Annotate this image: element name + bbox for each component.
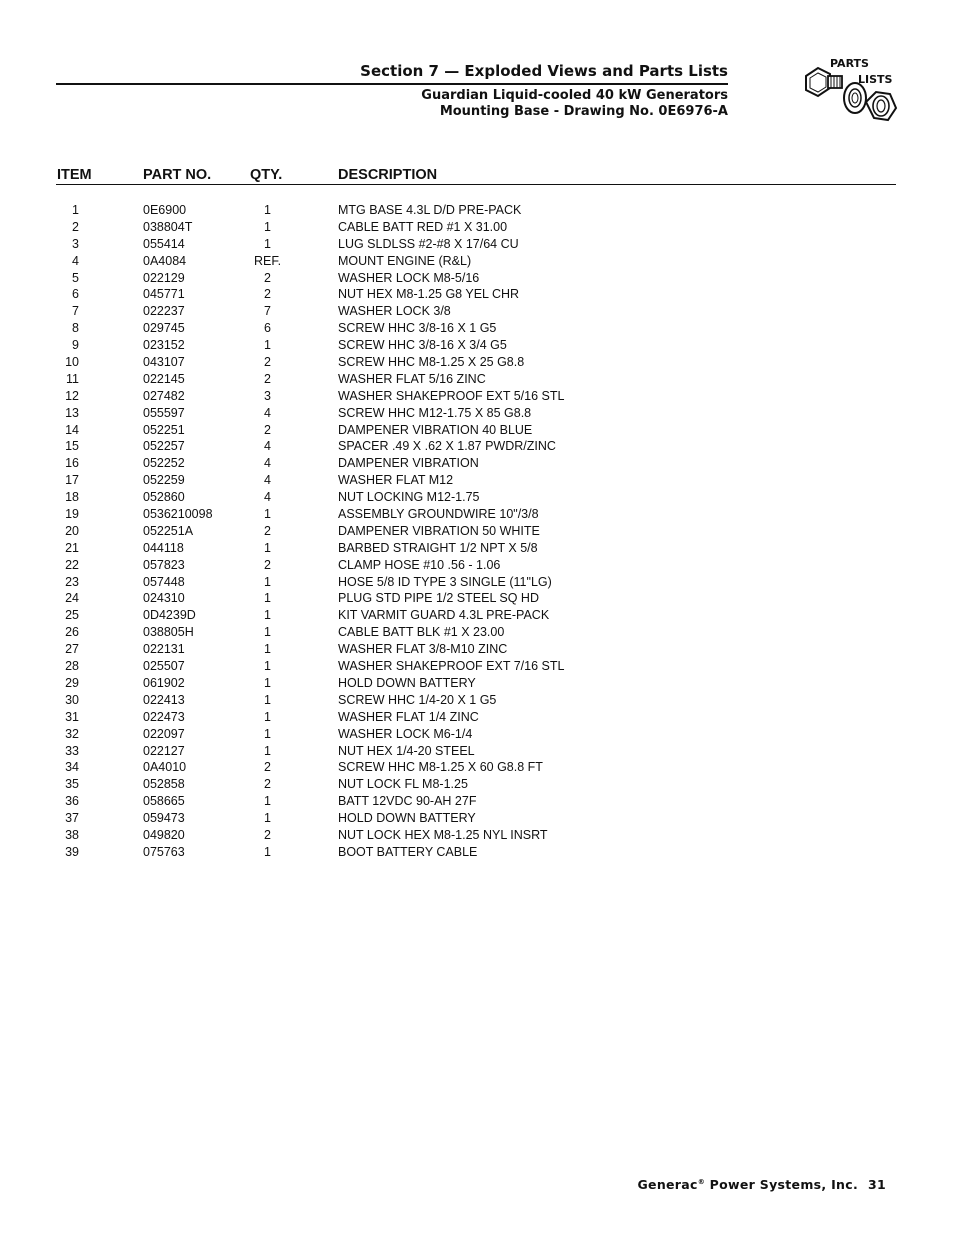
item-cell: 33 [65,743,79,758]
part-no-cell: 045771 [143,287,185,302]
part-no-cell: 052251 [143,422,185,437]
table-row [0,438,954,455]
qty-cell: 1 [264,591,271,606]
table-row [0,590,954,607]
description-cell: LUG SLDLSS #2-#8 X 17/64 CU [338,236,519,251]
table-row [0,844,954,861]
item-cell: 32 [65,726,79,741]
part-no-cell: 038804T [143,219,193,234]
item-cell: 11 [66,371,79,386]
part-no-cell: 022473 [143,709,185,724]
qty-cell: 1 [264,743,271,758]
description-cell: PLUG STD PIPE 1/2 STEEL SQ HD [338,591,539,606]
item-cell: 38 [65,827,79,842]
part-no-cell: 052252 [143,456,185,471]
description-cell: HOLD DOWN BATTERY [338,675,476,690]
qty-cell: 2 [264,523,271,538]
qty-cell: 4 [264,490,271,505]
item-cell: 26 [65,625,79,640]
qty-cell: 1 [264,507,271,522]
registered-mark: ® [697,1177,706,1186]
part-no-cell: 049820 [143,827,185,842]
table-row [0,219,954,236]
table-row [0,692,954,709]
description-cell: DAMPENER VIBRATION 50 WHITE [338,523,540,538]
part-no-cell: 0536210098 [143,507,213,522]
part-no-cell: 022237 [143,304,185,319]
header-rule [56,83,728,85]
qty-cell: 1 [264,794,271,809]
footer-company: Generac [637,1177,698,1192]
item-cell: 39 [65,844,79,859]
description-cell: BATT 12VDC 90-AH 27F [338,794,477,809]
table-row [0,827,954,844]
part-no-cell: 022131 [143,642,185,657]
description-cell: DAMPENER VIBRATION [338,456,479,471]
part-no-cell: 055414 [143,236,185,251]
item-cell: 3 [72,236,79,251]
description-cell: MOUNT ENGINE (R&L) [338,253,472,268]
table-row [0,489,954,506]
part-no-cell: 059473 [143,811,185,826]
table-row [0,776,954,793]
qty-cell: 1 [264,540,271,555]
description-cell: SCREW HHC M8-1.25 X 25 G8.8 [338,355,525,370]
part-no-cell: 0D4239D [143,608,196,623]
description-cell: NUT LOCKING M12-1.75 [338,490,480,505]
part-no-cell: 022129 [143,270,185,285]
description-cell: CABLE BATT RED #1 X 31.00 [338,219,508,234]
description-cell: NUT HEX M8-1.25 G8 YEL CHR [338,287,520,302]
part-no-cell: 061902 [143,675,185,690]
table-row [0,286,954,303]
qty-cell: 2 [264,557,271,572]
item-cell: 27 [65,642,79,657]
logo-label-parts: PARTS [830,57,869,70]
part-no-cell: 055597 [143,405,185,420]
item-cell: 1 [72,203,79,217]
part-no-cell: 052858 [143,777,185,792]
part-no-cell: 022413 [143,692,185,707]
qty-cell: 1 [264,675,271,690]
qty-cell: 3 [264,388,271,403]
item-cell: 36 [65,794,79,809]
part-no-cell: 024310 [143,591,185,606]
item-cell: 31 [65,709,79,724]
table-row [0,506,954,523]
description-cell: HOLD DOWN BATTERY [338,811,476,826]
qty-cell: 1 [264,236,271,251]
part-no-cell: 022145 [143,371,185,386]
item-cell: 17 [65,473,79,488]
part-no-cell: 075763 [143,844,185,859]
description-cell: BARBED STRAIGHT 1/2 NPT X 5/8 [338,540,538,555]
part-no-cell: 052251A [143,523,194,538]
part-no-cell: 052860 [143,490,185,505]
qty-cell: 1 [264,219,271,234]
description-cell: WASHER FLAT M12 [338,473,454,488]
description-cell: WASHER LOCK M6-1/4 [338,726,473,741]
page-footer [637,1177,886,1192]
column-header-item: ITEM [57,167,92,183]
item-cell: 20 [65,523,79,538]
part-no-cell: 052257 [143,439,185,454]
item-cell: 30 [65,692,79,707]
item-cell: 29 [65,675,79,690]
item-cell: 24 [65,591,79,606]
qty-cell: 2 [264,827,271,842]
parts-table [0,202,954,861]
item-cell: 8 [72,321,79,336]
description-cell: WASHER FLAT 1/4 ZINC [338,709,479,724]
part-no-cell: 022097 [143,726,185,741]
footer-company-suffix: Power Systems, Inc. [705,1177,858,1192]
part-no-cell: 023152 [143,338,185,353]
item-cell: 35 [65,777,79,792]
qty-cell: 1 [264,659,271,674]
table-row [0,371,954,388]
part-no-cell: 038805H [143,625,194,640]
description-cell: KIT VARMIT GUARD 4.3L PRE-PACK [338,608,550,623]
qty-cell: 1 [264,338,271,353]
column-header-description: DESCRIPTION [338,167,438,183]
qty-cell: 1 [264,811,271,826]
qty-cell: 4 [264,473,271,488]
description-cell: CABLE BATT BLK #1 X 23.00 [338,625,505,640]
qty-cell: 1 [264,574,271,589]
description-cell: WASHER FLAT 5/16 ZINC [338,371,486,386]
qty-cell: REF. [253,253,282,268]
item-cell: 34 [65,760,79,775]
part-no-cell: 057448 [143,574,185,589]
table-header-rule [56,184,896,185]
part-no-cell: 025507 [143,659,185,674]
description-cell: WASHER LOCK M8-5/16 [338,270,480,285]
table-row [0,303,954,320]
item-cell: 18 [65,490,79,505]
table-row [0,388,954,405]
qty-cell: 1 [264,844,271,859]
item-cell: 14 [65,422,79,437]
table-row [0,574,954,591]
part-no-cell: 022127 [143,743,185,758]
table-row [0,759,954,776]
section-title: Section 7 — Exploded Views and Parts Lists [360,62,728,80]
part-no-cell: 0A4084 [143,253,187,268]
description-cell: CLAMP HOSE #10 .56 - 1.06 [338,557,501,572]
item-cell: 12 [65,388,79,403]
description-cell: SCREW HHC M12-1.75 X 85 G8.8 [338,405,532,420]
qty-cell: 1 [264,692,271,707]
item-cell: 6 [72,287,79,302]
part-no-cell: 052259 [143,473,185,488]
part-no-cell: 027482 [143,388,185,403]
part-no-cell: 058665 [143,794,185,809]
document-subtitle-line1: Guardian Liquid-cooled 40 kW Generators [421,88,728,103]
part-no-cell: 044118 [143,540,184,555]
part-no-cell: 057823 [143,557,185,572]
item-cell: 16 [65,456,79,471]
qty-cell: 2 [264,287,271,302]
item-cell: 10 [65,355,79,370]
description-cell: HOSE 5/8 ID TYPE 3 SINGLE (11"LG) [338,574,552,589]
qty-cell: 1 [264,203,271,217]
table-row [0,675,954,692]
description-cell: SCREW HHC 1/4-20 X 1 G5 [338,692,497,707]
description-cell: WASHER SHAKEPROOF EXT 7/16 STL [338,659,565,674]
table-row [0,455,954,472]
table-row [0,405,954,422]
qty-cell: 2 [264,355,271,370]
description-cell: SCREW HHC 3/8-16 X 3/4 G5 [338,338,507,353]
qty-cell: 2 [264,422,271,437]
description-cell: WASHER SHAKEPROOF EXT 5/16 STL [338,388,565,403]
item-cell: 5 [72,270,79,285]
item-cell: 37 [65,811,79,826]
table-row [0,743,954,760]
qty-cell: 4 [264,439,271,454]
column-header-qty: QTY. [250,167,283,183]
table-row [0,793,954,810]
table-row [0,540,954,557]
description-cell: MTG BASE 4.3L D/D PRE-PACK [338,203,522,217]
column-header-part-no: PART NO. [143,167,212,183]
item-cell: 2 [72,219,79,234]
qty-cell: 1 [264,709,271,724]
qty-cell: 4 [264,405,271,420]
qty-cell: 7 [264,304,271,319]
item-cell: 19 [65,507,79,522]
description-cell: WASHER LOCK 3/8 [338,304,451,319]
table-row [0,354,954,371]
table-row [0,270,954,287]
table-row [0,607,954,624]
table-row [0,523,954,540]
table-row [0,624,954,641]
part-no-cell: 0E6900 [143,203,187,217]
item-cell: 7 [72,304,79,319]
table-row [0,557,954,574]
description-cell: SCREW HHC 3/8-16 X 1 G5 [338,321,497,336]
item-cell: 9 [72,338,79,353]
qty-cell: 1 [264,726,271,741]
part-no-cell: 043107 [143,355,185,370]
item-cell: 28 [65,659,79,674]
qty-cell: 2 [264,371,271,386]
item-cell: 23 [65,574,79,589]
description-cell: SPACER .49 X .62 X 1.87 PWDR/ZINC [338,439,556,454]
table-row [0,726,954,743]
item-cell: 4 [72,253,79,268]
table-row [0,810,954,827]
table-row [0,472,954,489]
description-cell: NUT LOCK FL M8-1.25 [338,777,468,792]
qty-cell: 1 [264,642,271,657]
table-row [0,320,954,337]
page-number: 31 [868,1177,886,1192]
document-subtitle-line2: Mounting Base - Drawing No. 0E6976-A [439,104,728,119]
item-cell: 13 [65,405,79,420]
table-row [0,658,954,675]
part-no-cell: 0A4010 [143,760,187,775]
item-cell: 22 [65,557,79,572]
table-row [0,641,954,658]
qty-cell: 4 [264,456,271,471]
table-row [0,422,954,439]
qty-cell: 1 [264,625,271,640]
description-cell: BOOT BATTERY CABLE [338,844,478,859]
part-no-cell: 029745 [143,321,185,336]
description-cell: WASHER FLAT 3/8-M10 ZINC [338,642,508,657]
description-cell: NUT LOCK HEX M8-1.25 NYL INSRT [338,827,548,842]
table-row [0,337,954,354]
table-row [0,236,954,253]
item-cell: 25 [65,608,79,623]
description-cell: ASSEMBLY GROUNDWIRE 10"/3/8 [338,507,539,522]
table-row [0,253,954,270]
qty-cell: 6 [264,321,271,336]
description-cell: DAMPENER VIBRATION 40 BLUE [338,422,533,437]
table-row [0,709,954,726]
qty-cell: 2 [264,760,271,775]
item-cell: 15 [65,439,79,454]
qty-cell: 2 [264,270,271,285]
qty-cell: 1 [264,608,271,623]
table-row [0,202,954,219]
item-cell: 21 [65,540,79,555]
qty-cell: 2 [264,777,271,792]
logo-label-lists: LISTS [858,73,893,86]
description-cell: SCREW HHC M8-1.25 X 60 G8.8 FT [338,760,543,775]
description-cell: NUT HEX 1/4-20 STEEL [338,743,475,758]
